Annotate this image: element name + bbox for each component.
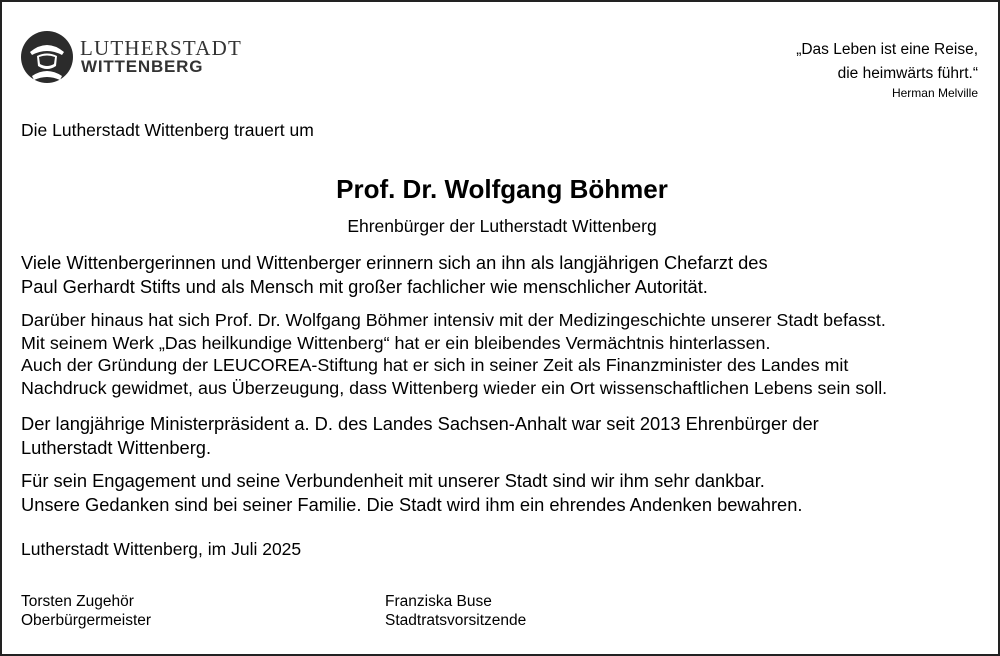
signatory-name: Franziska Buse <box>385 593 492 610</box>
text-line: Auch der Gründung der LEUCOREA-Stiftung hat er sich in seiner Zeit als Finanzminister des Landes mit <box>21 355 849 375</box>
text-line: Unsere Gedanken sind bei seiner Familie. Die Stadt wird ihm ein ehrendes Andenken bewahren. <box>21 494 803 515</box>
paragraph-3 <box>21 412 819 460</box>
intro-line: Die Lutherstadt Wittenberg trauert um <box>21 120 314 140</box>
text-line: Paul Gerhardt Stifts und als Mensch mit großer fachlicher wie menschlicher Autorität. <box>21 276 708 297</box>
text-line: Der langjährige Ministerpräsident a. D. des Landes Sachsen-Anhalt war seit 2013 Ehrenbürger der <box>21 413 819 434</box>
signature-mayor <box>21 592 151 630</box>
quote-line: die heimwärts führt.“ <box>837 65 978 82</box>
signature-council-chair <box>385 592 526 630</box>
text-line: Mit seinem Werk „Das heilkundige Wittenberg“ hat er ein bleibendes Vermächtnis hinterlassen. <box>21 332 771 353</box>
quote-line: „Das Leben ist eine Reise, <box>796 41 978 58</box>
quote-author: Herman Melville <box>891 86 978 100</box>
place-date: Lutherstadt Wittenberg, im Juli 2025 <box>21 539 302 559</box>
city-logo <box>20 30 250 90</box>
paragraph-4 <box>21 469 802 517</box>
signatory-name: Torsten Zugehör <box>21 593 134 610</box>
deceased-name: Prof. Dr. Wolfgang Böhmer <box>336 174 668 204</box>
text-line: Viele Wittenbergerinnen und Wittenberger erinnern sich an ihn als langjährigen Chefarzt des <box>21 252 768 273</box>
paragraph-2 <box>21 309 887 399</box>
quote-block <box>796 38 978 100</box>
text-line: Darüber hinaus hat sich Prof. Dr. Wolfgang Böhmer intensiv mit der Medizingeschichte unserer Stadt befasst. <box>21 310 886 330</box>
honor-title: Ehrenbürger der Lutherstadt Wittenberg <box>347 216 657 236</box>
paragraph-1 <box>21 251 768 299</box>
luther-portrait-icon <box>20 30 74 84</box>
text-line: Für sein Engagement und seine Verbundenheit mit unserer Stadt sind wir ihm sehr dankbar. <box>21 470 765 491</box>
text-line: Nachdruck gewidmet, aus Überzeugung, dass Wittenberg wieder ein Ort wissenschaftlichen Lebens sein soll. <box>21 377 888 398</box>
signatory-title: Oberbürgermeister <box>21 612 152 629</box>
logo-text-wittenberg: WITTENBERG <box>81 57 204 76</box>
logo-text-lutherstadt: LUTHERSTADT <box>80 36 243 60</box>
signatory-title: Stadtratsvorsitzende <box>385 612 527 629</box>
text-line: Lutherstadt Wittenberg. <box>21 437 212 458</box>
